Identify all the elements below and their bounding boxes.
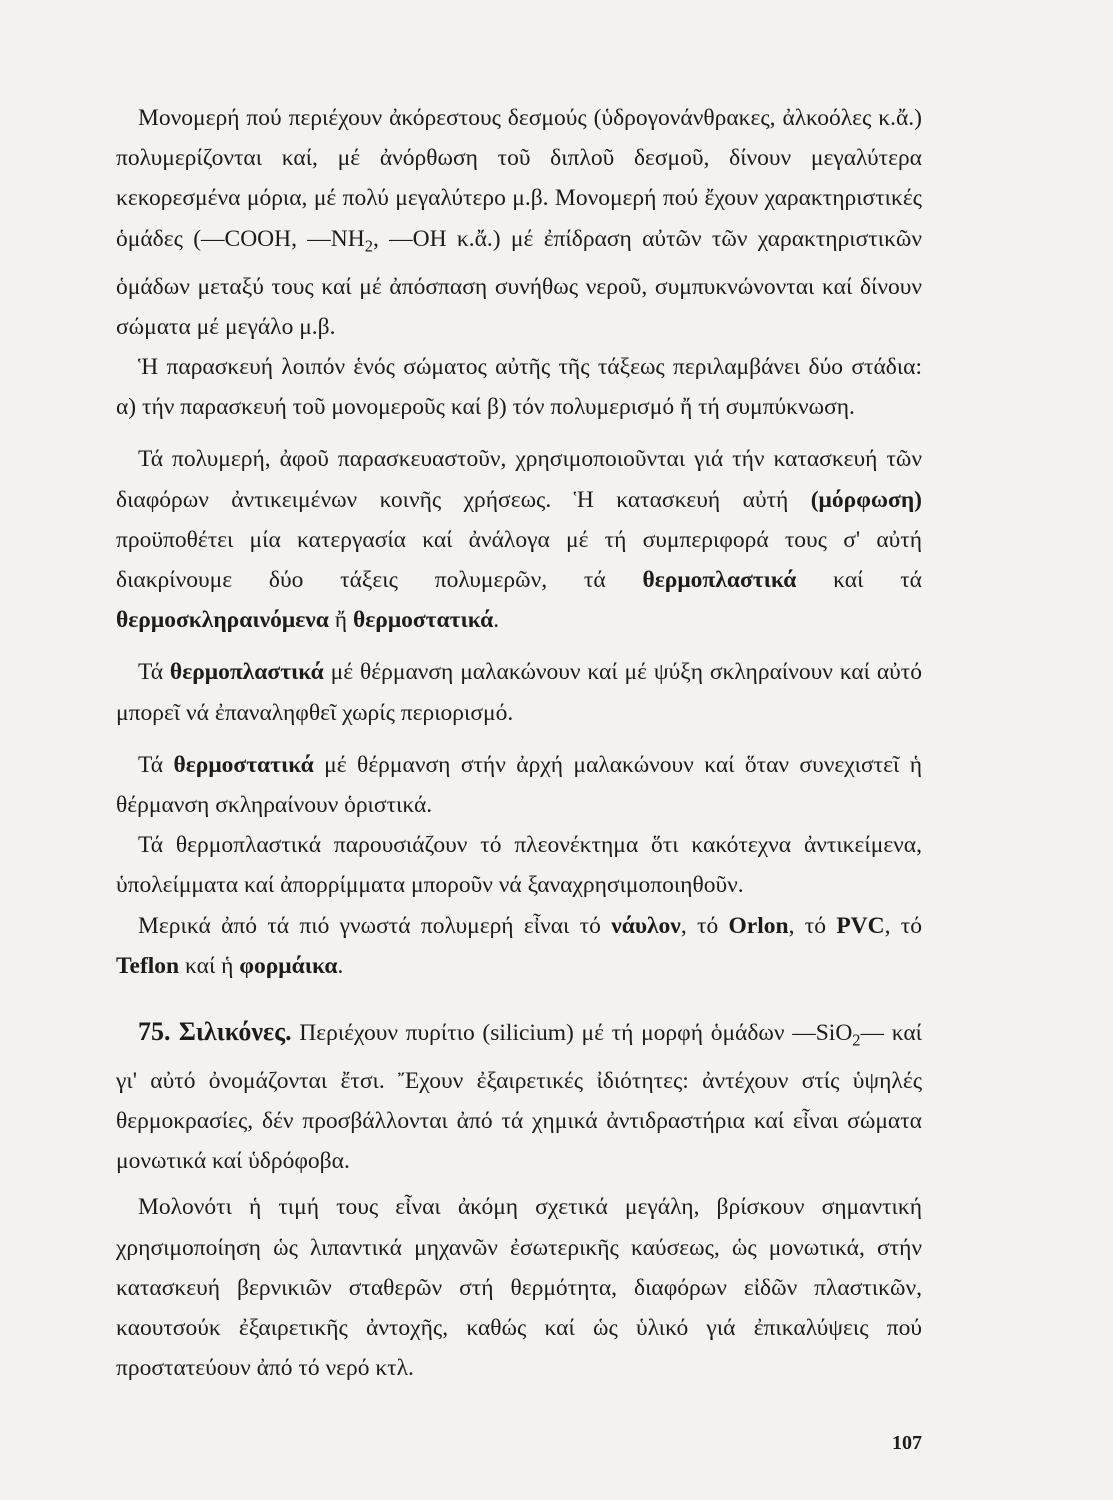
paragraph-advantage: Τά θερμοπλαστικά παρουσιάζουν τό πλεονέκτημα ὅτι κακότεχνα ἀντικείμενα, ὑπολείμματα καί ἀπορρίμματα μποροῦν νά ξαναχρησιμοποιηθοῦν. — [116, 832, 922, 899]
text-run: , τό — [884, 912, 922, 939]
text-run: Τά — [138, 659, 170, 686]
page-number: 107 — [892, 1432, 922, 1454]
bold-term: νάυλον — [611, 912, 681, 939]
text-run: Μερικά ἀπό τά πιό γνωστά πολυμερή εἶναι τό — [138, 912, 612, 939]
bold-term: Teflon — [116, 952, 180, 979]
text-run: μέ θέρμανση μαλακώνουν καί μέ ψύξη σκληραίνουν καί αὐτό μπορεῖ νά ἐπαναληφθεῖ χωρίς περιορισμό. — [116, 659, 922, 726]
bold-term: φορμάικα — [239, 952, 338, 979]
bold-term: PVC — [836, 912, 885, 939]
text-run: ἤ — [328, 607, 353, 634]
section-heading: 75. Σιλικόνες. — [138, 1016, 292, 1046]
paragraph-thermosets — [116, 745, 922, 825]
subscript: 2 — [364, 236, 373, 256]
paragraph-monomers — [116, 98, 922, 347]
paragraph-polymers-use — [116, 439, 922, 640]
bold-term: θερμοσκληραινόμενα — [116, 607, 329, 634]
text-run: Περιέχουν πυρίτιο (silicium) μέ τή μορφή ὁμάδων —SiO — [291, 1019, 853, 1046]
bold-term: Orlon — [728, 912, 789, 939]
text-run: , τό — [788, 912, 837, 939]
text-run: Τά — [138, 751, 174, 778]
paragraph-silicones-uses: Μολονότι ἡ τιμή τους εἶναι ἀκόμη σχετικά μεγάλη, βρίσκουν σημαντική χρησιμοποίηση ὡς λιπαντικά μηχανῶν ἐσωτερικῆς καύσεως, ὡς μονωτικά, στήν κατασκευή βερνικιῶν σταθερῶν στή θερμότητα, διαφόρων εἰδῶν πλαστικῶν, καουτσούκ ἐξαιρετικῆς ἀντοχῆς, καθώς καί ὡς ὑλικό γιά ἐπικαλύψεις πού προστατεύουν ἀπό τό νερό κτλ. — [116, 1194, 922, 1382]
bold-term: θερμοπλαστικά — [642, 566, 797, 593]
bold-term: θερμοστατικά — [173, 751, 314, 778]
text-run: Τά πολυμερή, ἀφοῦ παρασκευαστοῦν, χρησιμοποιοῦνται γιά τήν κατασκευή τῶν διαφόρων ἀντικειμένων κοινῆς χρήσεως. Ἡ κατασκευή αὐτή — [116, 446, 922, 513]
bold-term: θερμοστατικά — [352, 607, 494, 634]
text-run: , —OH κ.ἄ.) μέ ἐπίδραση αὐτῶν τῶν χαρακτηριστικῶν ὁμάδων μεταξύ τους καί μέ ἀπόσπαση συνήθως νεροῦ, συμπυκνώνονται καί δίνουν σώματα μέ μεγάλο μ.β. — [116, 225, 923, 340]
text-run: προϋποθέτει μία κατεργασία καί ἀνάλογα μέ τή συμπεριφορά τους σ' αὐτή διακρίνουμε δύο τάξεις πολυμερῶν, τά — [116, 526, 922, 593]
body-text — [116, 98, 922, 1388]
bold-term: (μόρφωση) — [810, 486, 922, 513]
text-run: Μονομερή πού περιέχουν ἀκόρεστους δεσμούς (ὑδρογονάνθρακες, ἀλκοόλες κ.ἄ.) πολυμερίζονται καί, μέ ἀνόρθωση τοῦ διπλοῦ δεσμοῦ, δίνουν μεγαλύτερα κεκορεσμένα μόρια, μέ πολύ μεγαλύτερο μ.β. Μονομερή πού ἔχουν χαρακτηριστικές ὁμάδες (—COOH, —NH — [116, 105, 922, 252]
paragraph-thermoplastics — [116, 652, 922, 732]
text-run: μέ θέρμανση στήν ἀρχή μαλακώνουν καί ὅταν συνεχιστεῖ ἡ θέρμανση σκληραίνουν ὁριστικά. — [116, 751, 922, 818]
text-run: , τό — [680, 912, 729, 939]
paragraph-preparation: Ἡ παρασκευή λοιπόν ἑνός σώματος αὐτῆς τῆς τάξεως περιλαμβάνει δύο στάδια: α) τήν παρασκευή τοῦ μονομεροῦς καί β) τόν πολυμερισμό ἤ τή συμπύκνωση. — [116, 353, 922, 421]
paragraph-examples — [116, 906, 922, 986]
text-run: . — [337, 952, 344, 979]
text-run: καί ἡ — [179, 952, 240, 979]
text-run: καί τά — [796, 566, 922, 593]
paragraph-silicones — [116, 1012, 922, 1182]
text-run: . — [493, 607, 500, 634]
subscript: 2 — [852, 1030, 861, 1050]
bold-term: θερμοπλαστικά — [169, 659, 324, 686]
text-run: — καί γι' αὐτό ὀνομάζονται ἔτσι. Ἔχουν ἐξαιρετικές ἰδιότητες: ἀντέχουν στίς ὑψηλές θερμοκρασίες, δέν προσβάλλονται ἀπό τά χημικά ἀντιδραστήρια καί εἶναι σώματα μονωτικά καί ὑδρόφοβα. — [116, 1019, 922, 1175]
